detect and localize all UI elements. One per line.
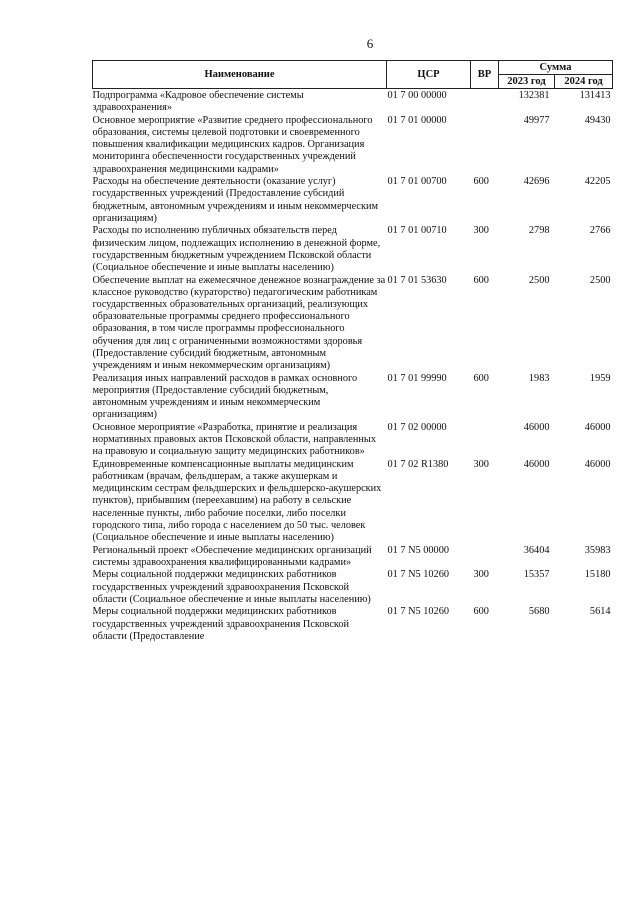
row-value-2023: 49977 (523, 114, 550, 126)
row-value-2023: 42696 (523, 176, 550, 188)
row-value-2023: 5680 (528, 606, 550, 618)
table-row (93, 115, 613, 176)
row-vr: 300 (473, 225, 489, 237)
table-row (93, 569, 613, 606)
row-value-2024: 131413 (579, 90, 611, 101)
row-csr: 01 7 01 53630 (387, 274, 447, 286)
row-value-2024: 46000 (584, 458, 611, 470)
row-value-2023: 15357 (523, 569, 550, 581)
row-vr (471, 422, 499, 459)
row-csr: 01 7 01 00000 (387, 114, 447, 126)
row-value-2024: 49430 (584, 114, 611, 126)
row-vr: 600 (473, 606, 489, 618)
row-value-2024: 5614 (589, 606, 611, 618)
row-vr: 300 (473, 458, 489, 470)
table-row (93, 176, 613, 225)
table-row (93, 225, 613, 274)
row-name: Меры социальной поддержки медицинских работников государственных учреждений здравоохранения Псковской области (Социальное обеспечение и иные выплаты населению) (92, 569, 371, 605)
row-value-2024: 2766 (589, 225, 611, 237)
table-row (93, 275, 613, 373)
row-vr (471, 545, 499, 570)
row-value-2023: 46000 (523, 421, 550, 433)
row-name: Обеспечение выплат на ежемесячное денежное вознаграждение за классное руководство (кураторство) педагогическим работникам государственных образовательных организаций, реализующих образовательные программы среднего профессионального образования, в том числе программы профессионального обучения для лиц с ограниченными возможностями здоровья (Предоставление субсидий бюджетным, автономным учреждениям и иным некоммерческим организациям) (92, 274, 386, 372)
table-row (93, 606, 613, 643)
table-row (93, 373, 613, 422)
table-row (93, 459, 613, 545)
row-name: Региональный проект «Обеспечение медицинских организаций системы здравоохранения квалифицированными кадрами» (92, 544, 372, 568)
row-name: Основное мероприятие «Развитие среднего профессионального образования, системы целевой подготовки и своевременного повышения квалификации медицинских кадров. Организация мониторинга обеспеченности государственных учреждений здравоохранения медицинскими кадрами» (92, 114, 373, 175)
header-vr: ВР (471, 61, 499, 89)
row-value-2023: 36404 (523, 544, 550, 556)
budget-table (92, 60, 613, 643)
row-value-2024: 46000 (584, 421, 611, 433)
header-name: Наименование (93, 61, 387, 89)
page-number: 6 (366, 36, 374, 51)
row-vr: 600 (473, 176, 489, 188)
row-value-2023: 2500 (528, 274, 550, 286)
row-value-2024: 15180 (584, 569, 611, 581)
row-csr: 01 7 N5 00000 (387, 544, 449, 556)
row-csr: 01 7 01 99990 (387, 372, 447, 384)
row-value-2024: 35983 (584, 544, 611, 556)
row-value-2023: 1983 (528, 372, 550, 384)
row-csr: 01 7 02 R1380 (387, 458, 449, 470)
row-name: Реализация иных направлений расходов в рамках основного мероприятия (Предоставление субсидий бюджетным, автономным учреждениям и иным некоммерческим организациям) (92, 372, 358, 421)
row-csr: 01 7 01 00700 (387, 176, 447, 188)
row-vr: 600 (473, 372, 489, 384)
row-name: Расходы по исполнению публичных обязательств перед физическим лицом, подлежащих исполнению в денежной форме, государственным бюджетным учреждением Псковской области (Социальное обеспечение и иные выплаты населению) (92, 225, 381, 274)
table-row (93, 545, 613, 570)
header-csr: ЦСР (387, 61, 471, 89)
row-name: Подпрограмма «Кадровое обеспечение системы здравоохранения» (92, 90, 304, 114)
row-vr (471, 89, 499, 115)
row-vr: 300 (473, 569, 489, 581)
row-csr: 01 7 00 00000 (387, 90, 447, 101)
table-header (93, 61, 613, 89)
row-value-2024: 2500 (589, 274, 611, 286)
row-value-2024: 1959 (589, 372, 611, 384)
header-year-2023: 2023 год (499, 75, 555, 89)
row-value-2023: 2798 (528, 225, 550, 237)
row-csr: 01 7 01 00710 (387, 225, 447, 237)
row-value-2023: 132381 (518, 90, 550, 101)
row-name: Основное мероприятие «Разработка, принятие и реализация нормативных правовых актов Псковской области, направленных на правовую и социальную защиту медицинских работников» (92, 421, 376, 458)
row-vr (471, 115, 499, 176)
row-value-2024: 42205 (584, 176, 611, 188)
row-vr: 600 (473, 274, 489, 286)
table-row (93, 422, 613, 459)
table-row (93, 89, 613, 115)
table-body (93, 89, 613, 644)
header-year-2024: 2024 год (555, 75, 613, 89)
header-sum: Сумма (499, 61, 613, 75)
row-csr: 01 7 02 00000 (387, 421, 447, 433)
row-csr: 01 7 N5 10260 (387, 606, 449, 618)
row-value-2023: 46000 (523, 458, 550, 470)
row-csr: 01 7 N5 10260 (387, 569, 449, 581)
row-name: Меры социальной поддержки медицинских работников государственных учреждений здравоохранения Псковской области (Предоставление (92, 606, 350, 642)
row-name: Расходы на обеспечение деятельности (оказание услуг) государственных учреждений (Предоставление субсидий бюджетным, автономным учреждениям и иным некоммерческим организациям) (92, 176, 379, 224)
row-name: Единовременные компенсационные выплаты медицинским работникам (врачам, фельдшерам, а также акушеркам и медицинским сестрам фельдшерских и фельдшерско-акушерских пунктов), прибывшим (переехавшим) на работу в сельские населенные пункты, либо рабочие поселки, либо поселки городского типа, либо города с населением до 50 тыс. человек (Социальное обеспечение и иные выплаты населению) (92, 458, 382, 544)
